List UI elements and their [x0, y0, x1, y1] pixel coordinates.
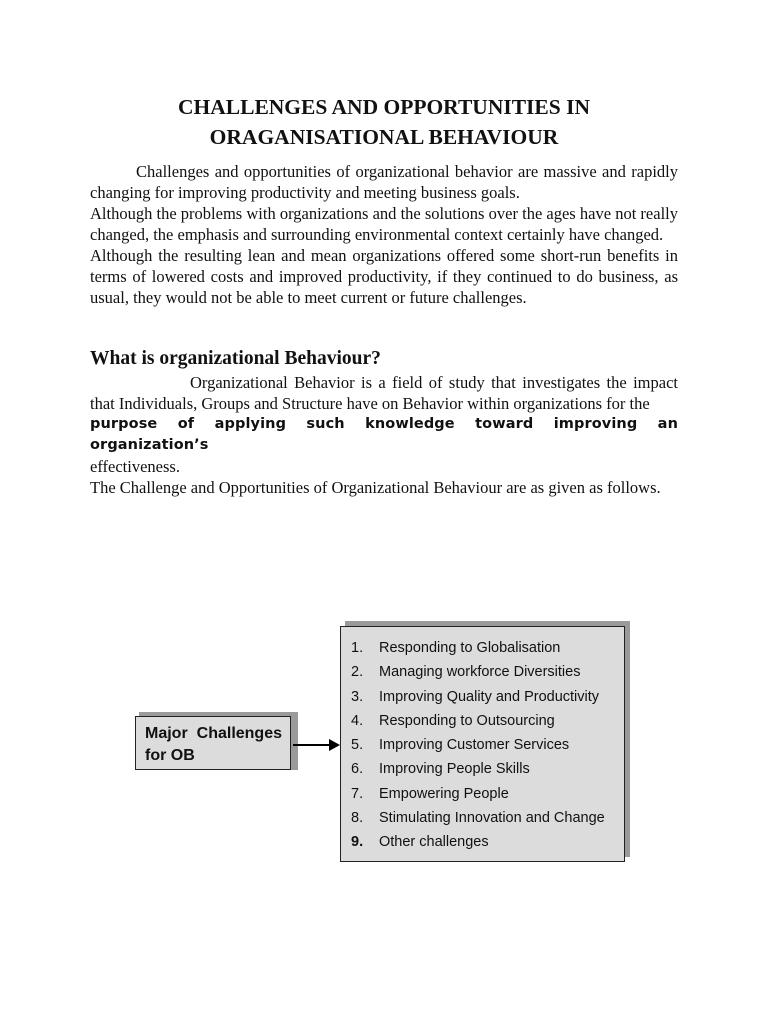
list-label: Other challenges	[379, 834, 489, 851]
intro-paragraph-3: Although the resulting lean and mean organizations offered some short-run benefits in terms of lowered costs and improved productivity, if they continued to do business, as usual, they would not be able to meet current or future challenges.	[90, 246, 678, 307]
list-item	[351, 685, 624, 709]
list-item	[351, 782, 624, 806]
challenges-list	[351, 636, 624, 855]
challenges-word: Challenges	[196, 725, 282, 742]
list-label: Responding to Globalisation	[379, 640, 561, 656]
list-number: 6.	[351, 761, 364, 778]
title-line-1: CHALLENGES AND OPPORTUNITIES IN	[177, 95, 590, 119]
list-item	[351, 830, 624, 854]
list-number: 3.	[351, 688, 364, 705]
list-item	[351, 733, 624, 757]
list-number: 8.	[351, 810, 364, 827]
definition-part-3: effectiveness.	[90, 457, 180, 476]
page-title	[90, 92, 678, 152]
closing-paragraph: The Challenge and Opportunities of Organizational Behaviour are as given as follows.	[90, 478, 661, 497]
major-challenges-line-1	[145, 723, 282, 745]
list-label: Managing workforce Diversities	[379, 664, 581, 681]
list-label: Improving People Skills	[379, 761, 530, 778]
list-item	[351, 709, 624, 733]
intro-paragraph-2: Although the problems with organizations and the solutions over the ages have not really changed, the emphasis and surrounding environmental context certainly have changed.	[90, 204, 678, 244]
title-line-2: ORAGANISATIONAL BEHAVIOUR	[209, 125, 559, 149]
definition-part-1: Organizational Behavior is a field of study that investigates the impact that Individuals, Groups and Structure have on Behavior within organizations for the	[90, 373, 678, 413]
list-item	[351, 660, 624, 684]
section-heading: What is organizational Behaviour?	[90, 348, 381, 369]
intro-paragraph-1: Challenges and opportunities of organizational behavior are massive and rapidly changing for improving productivity and meeting business goals.	[90, 162, 678, 202]
list-number: 5.	[351, 737, 364, 754]
list-label: Stimulating Innovation and Change	[379, 810, 605, 827]
definition-part-2: purpose of applying such knowledge toward improving an organization’s	[90, 416, 678, 453]
major-challenges-box	[135, 716, 291, 770]
closing-section	[90, 477, 678, 498]
major-word: Major	[145, 725, 188, 742]
list-number: 2.	[351, 664, 364, 681]
list-label: Responding to Outsourcing	[379, 712, 555, 729]
intro-section	[90, 161, 678, 308]
arrow-right-icon	[293, 735, 341, 755]
list-number: 9.	[351, 834, 364, 851]
list-number: 1.	[351, 640, 364, 656]
list-item	[351, 636, 624, 660]
list-item	[351, 757, 624, 781]
major-challenges-line-2: for OB	[145, 747, 195, 764]
list-label: Improving Customer Services	[379, 737, 570, 754]
list-label: Improving Quality and Productivity	[379, 688, 600, 705]
list-number: 7.	[351, 785, 364, 802]
list-label: Empowering People	[379, 785, 509, 802]
list-item	[351, 806, 624, 830]
list-number: 4.	[351, 712, 364, 729]
challenges-list-box	[340, 626, 625, 862]
definition-section	[90, 372, 678, 477]
